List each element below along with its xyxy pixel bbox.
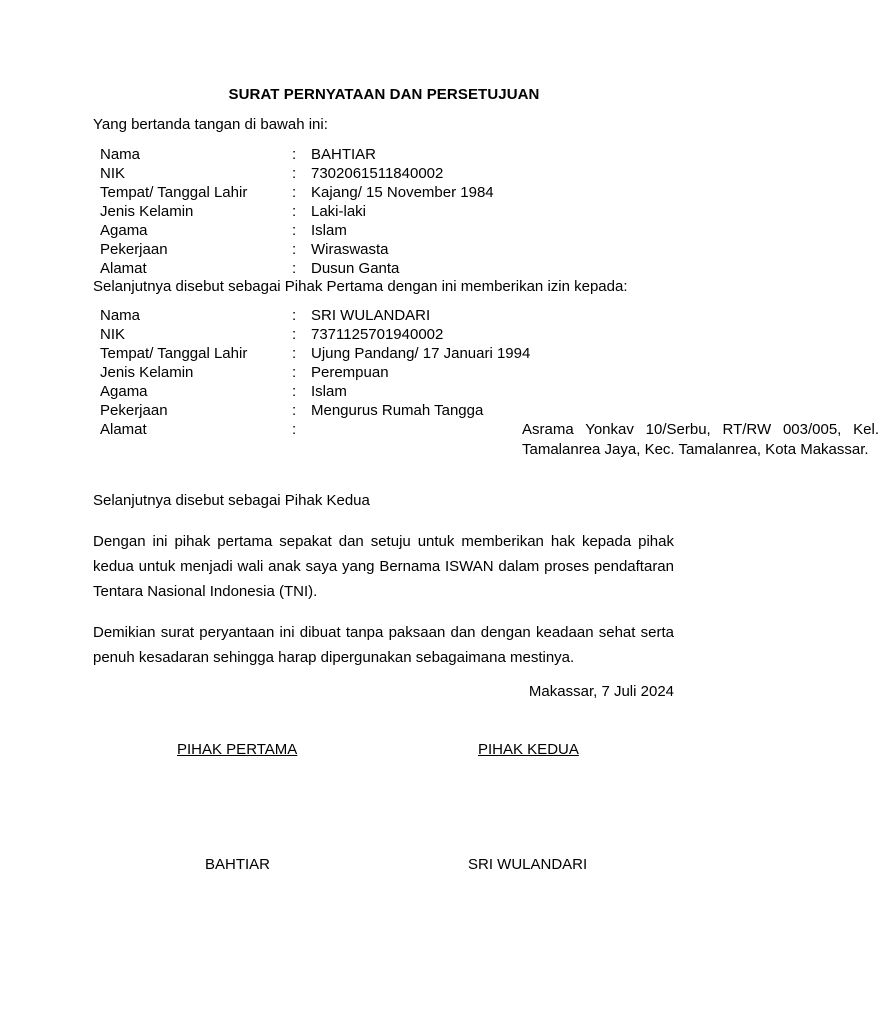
table-row: [100, 420, 879, 459]
row-value: Islam: [311, 222, 347, 239]
between-text: Selanjutnya disebut sebagai Pihak Pertama dengan ini memberikan izin kepada:: [93, 278, 628, 295]
row-colon: :: [292, 165, 297, 182]
row-label: NIK: [100, 326, 126, 343]
row-label: Jenis Kelamin: [100, 203, 194, 220]
letter-title: SURAT PERNYATAAN DAN PERSETUJUAN: [228, 86, 540, 103]
row-colon: :: [292, 345, 297, 362]
pihak-pertama-table: [100, 145, 670, 278]
table-row: [100, 363, 670, 382]
row-value: 7302061511840002: [311, 165, 444, 182]
pihak-kedua-table: [100, 306, 879, 459]
table-row: [100, 306, 670, 325]
row-colon: :: [292, 241, 297, 258]
row-colon: :: [292, 307, 297, 324]
signature-name-pihak-kedua: SRI WULANDARI: [468, 856, 588, 873]
row-value: Islam: [311, 383, 347, 400]
row-colon: :: [292, 326, 297, 343]
row-label: Agama: [100, 222, 148, 239]
table-row: [100, 202, 670, 221]
row-label: Nama: [100, 146, 141, 163]
row-value: BAHTIAR: [311, 146, 377, 163]
table-row: [100, 164, 670, 183]
paragraph-closing: Demikian surat peryantaan ini dibuat tanpa paksaan dan dengan keadaan sehat serta penuh kesadaran sehingga harap dipergunakan sebagaimana mestinya.: [93, 624, 674, 666]
row-colon: :: [292, 222, 297, 239]
row-colon: :: [292, 146, 297, 163]
table-row: [100, 401, 670, 420]
row-value: Asrama Yonkav 10/Serbu, RT/RW 003/005, Kel. Tamalanrea Jaya, Kec. Tamalanrea, Kota Makassar.: [522, 421, 879, 458]
table-row: [100, 240, 670, 259]
row-colon: :: [292, 402, 297, 419]
row-value: Kajang/ 15 November 1984: [311, 184, 494, 201]
row-label: NIK: [100, 165, 126, 182]
row-label: Pekerjaan: [100, 241, 168, 258]
row-value: Ujung Pandang/ 17 Januari 1994: [311, 345, 531, 362]
signature-title-pihak-kedua: PIHAK KEDUA: [478, 741, 579, 758]
table-row: [100, 221, 670, 240]
row-label: Jenis Kelamin: [100, 364, 194, 381]
row-value: Dusun Ganta: [311, 260, 400, 277]
row-label: Pekerjaan: [100, 402, 168, 419]
row-label: Nama: [100, 307, 141, 324]
table-row: [100, 183, 670, 202]
intro-text: Yang bertanda tangan di bawah ini:: [93, 116, 328, 133]
row-label: Alamat: [100, 421, 147, 438]
row-colon: :: [292, 421, 297, 438]
row-colon: :: [292, 383, 297, 400]
row-label: Tempat/ Tanggal Lahir: [100, 184, 248, 201]
row-colon: :: [292, 184, 297, 201]
row-value: Wiraswasta: [311, 241, 389, 258]
table-row: [100, 259, 670, 278]
table-row: [100, 344, 670, 363]
signature-title-pihak-pertama: PIHAK PERTAMA: [177, 741, 298, 758]
row-value: 7371125701940002: [311, 326, 444, 343]
row-value: SRI WULANDARI: [311, 307, 431, 324]
row-label: Alamat: [100, 260, 147, 277]
after-kedua-text: Selanjutnya disebut sebagai Pihak Kedua: [93, 492, 370, 509]
signature-name-pihak-pertama: BAHTIAR: [205, 856, 271, 873]
row-label: Tempat/ Tanggal Lahir: [100, 345, 248, 362]
table-row: [100, 382, 670, 401]
table-row: [100, 145, 670, 164]
place-date: Makassar, 7 Juli 2024: [528, 683, 674, 700]
row-colon: :: [292, 203, 297, 220]
table-row: [100, 325, 670, 344]
row-colon: :: [292, 260, 297, 277]
row-colon: :: [292, 364, 297, 381]
row-value: Mengurus Rumah Tangga: [311, 402, 484, 419]
row-value: Laki-laki: [311, 203, 367, 220]
row-label: Agama: [100, 383, 148, 400]
row-value: Perempuan: [311, 364, 389, 381]
paragraph-agreement: Dengan ini pihak pertama sepakat dan setuju untuk memberikan hak kepada pihak kedua untuk menjadi wali anak saya yang Bernama ISWAN dalam proses pendaftaran Tentara Nasional Indonesia (TNI).: [93, 533, 674, 600]
